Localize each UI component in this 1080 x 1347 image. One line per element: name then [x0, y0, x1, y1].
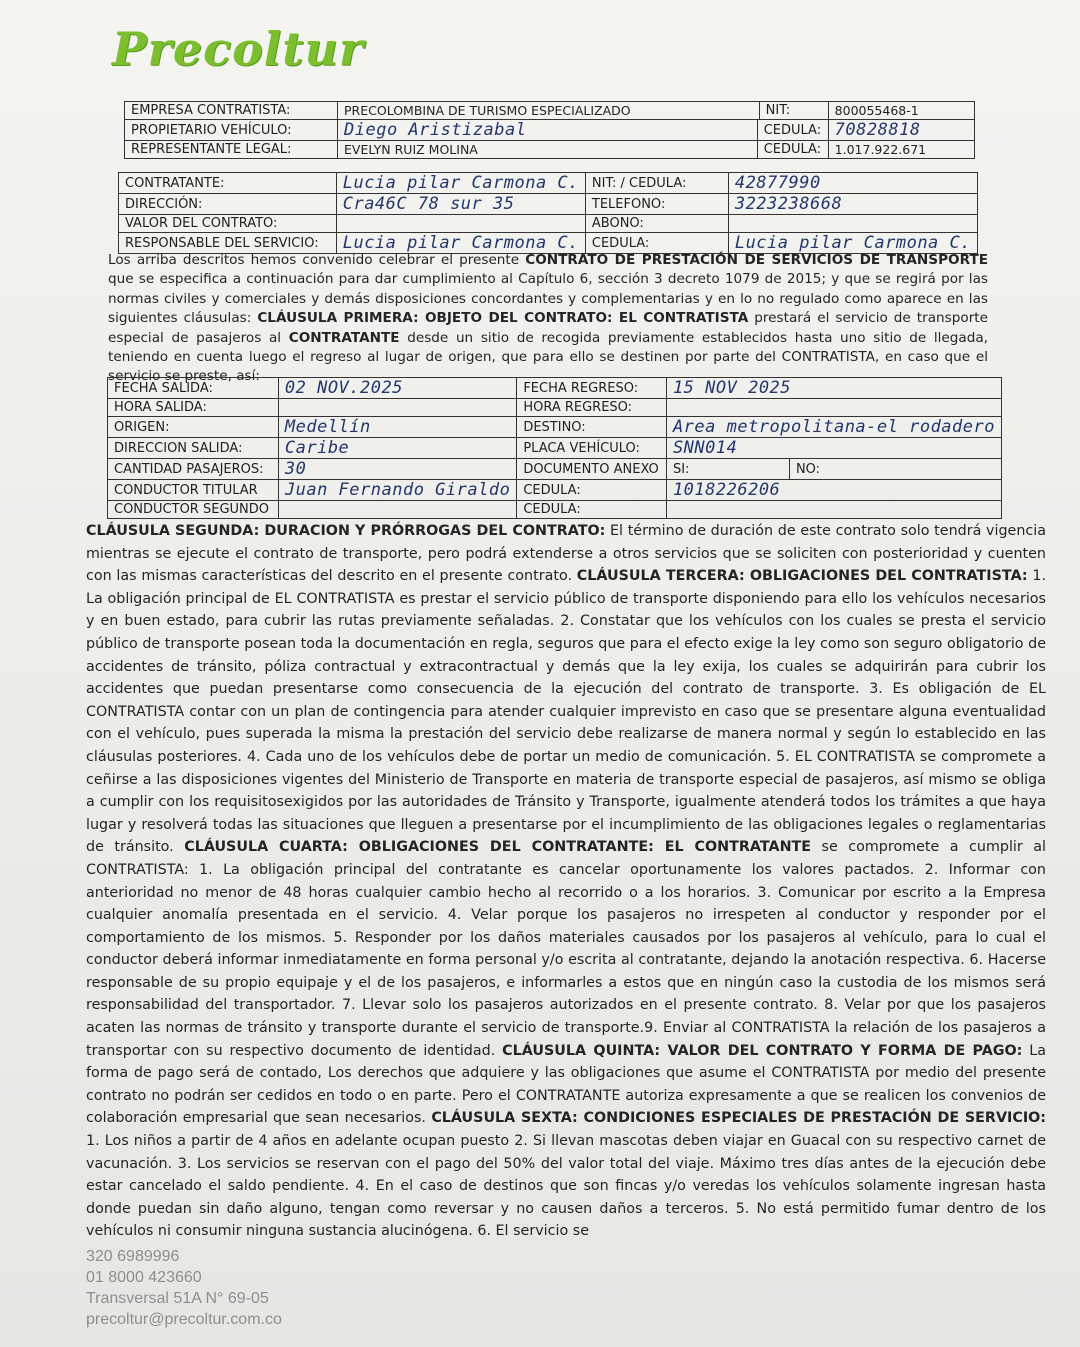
direccion-salida-value: Caribe [278, 438, 516, 459]
footer-address: Transversal 51A N° 69-05 [86, 1290, 269, 1307]
responsable-value: Lucia pilar Carmona C. [336, 233, 585, 254]
clausula-segunda-title: CLÁUSULA SEGUNDA: DURACION Y PRÓRROGAS DEL CONTRATO: [86, 523, 606, 539]
nit-label: NIT: [759, 102, 828, 120]
placa-label: PLACA VEHÍCULO: [517, 438, 667, 459]
trip-table [107, 377, 1002, 519]
footer-toll-free: 01 8000 423660 [86, 1269, 202, 1286]
table-row [108, 378, 1002, 399]
cedula-label: CEDULA: [757, 141, 828, 159]
fecha-salida-value: 02 NOV.2025 [278, 378, 516, 399]
placa-value: SNN014 [666, 438, 1001, 459]
valor-value [336, 215, 585, 233]
nit-cedula-label: NIT: / CEDULA: [585, 173, 728, 194]
footer-contact [86, 1246, 282, 1330]
cedula-label: CEDULA: [585, 233, 728, 254]
intro-p2: que se especifica a continuación para dar cumplimiento al Capítulo 6, sección 3 decreto 1079 de 2015; y que se regirá por las normas civiles y comerciales y demás disposiciones concordantes y complementarias y en lo no regulado como aparece en las siguientes cláusulas: [108, 271, 988, 327]
conductor-segundo-value [278, 501, 516, 519]
contratante-table [118, 172, 978, 254]
propietario-cedula: 70828818 [828, 120, 974, 141]
documento-label: DOCUMENTO ANEXO [517, 459, 667, 480]
clausula-sexta-text: 1. Los niños a partir de 4 años en adelante ocupan puesto 2. Si llevan mascotas deben viajar en Guacal con su respectivo carnet de vacunación. 3. Los servicios se reservan con el pago del 50% del valor total del viaje. Máximo tres días antes de la ejecución debe estar cancelado el saldo pendiente. 4. En el caso de destinos que son fincas y/o veredas los vehículos solamente ingresan hasta donde puedan sin daño alguno, tengan como reversar y no causen daños a terceros. 5. No está permitido fumar dentro de los vehículos ni consumir ninguna sustancia alucinógena. 6. El servicio se [86, 1133, 1046, 1240]
fecha-regreso-value: 15 NOV 2025 [666, 378, 1001, 399]
intro-text [108, 251, 988, 387]
table-row [108, 501, 1002, 519]
clausula-quinta-text: La forma de pago será de contado, Los derechos que adquiere y las obligaciones que asume el CONTRATISTA por medio del presente contrato no podrán ser cedidos en todo o en parte. Pero el CONTRATANTE autoriza expresamente a que se realicen los convenios de colaboración empresarial que sean necesarios. [86, 1042, 1047, 1127]
abono-value [728, 215, 977, 233]
telefono-label: TELEFONO: [585, 194, 728, 215]
conductor-titular-cedula: 1018226206 [666, 480, 1001, 501]
contratante-value: Lucia pilar Carmona C. [336, 173, 585, 194]
abono-label: ABONO: [585, 215, 728, 233]
table-row [108, 417, 1002, 438]
destino-label: DESTINO: [517, 417, 667, 438]
conductor-titular-label: CONDUCTOR TITULAR [108, 480, 279, 501]
table-row [108, 399, 1002, 417]
conductor-segundo-cedula [666, 501, 1001, 519]
origen-value: Medellín [278, 417, 516, 438]
clausula-cuarta-text: se compromete a cumplir al CONTRATISTA: 1. La obligación principal del contratante es cancelar oportunamente los valores pactados. 2. Informar con anterioridad no menor de 48 horas cualquier cambio hecho al recorrido o a los horarios. 3. Comunicar por escrito a la Empresa cualquier anomalía presentada en el servicio. 4. Velar porque los pasajeros no irrespeten al conductor y responder por el comportamiento de los mismos. 5. Responder por los daños materiales causados por los pasajeros al vehículo, para lo cual el conductor deberá informar inmediatamente en forma personal y/o escrita al contratante, dejando la anotación respectiva. 6. Hacerse responsable de su propio equipaje y el de los pasajeros, e informarles a estos que en ningún caso la custodia de los mismos será responsabilidad del transportador. 7. Llevar solo los pasajeros autorizados en el presente contrato. 8. Velar por que los pasajeros acaten las normas de tránsito y transporte durante el servicio de transporte.9. Enviar al CONTRATISTA la relación de los pasajeros a transportar con su respectivo documento de identidad. [86, 839, 1046, 1059]
intro-p1-bold: CONTRATO DE PRESTACIÓN DE SERVICIOS DE TRANSPORTE [525, 252, 989, 268]
responsable-label: RESPONSABLE DEL SERVICIO: [119, 233, 337, 254]
clausula-sexta-title: CLÁUSULA SEXTA: CONDICIONES ESPECIALES DE PRESTACIÓN DE SERVICIO: [431, 1110, 1047, 1127]
nit-value: 800055468-1 [828, 102, 974, 120]
direccion-salida-label: DIRECCION SALIDA: [108, 438, 279, 459]
propietario-label: PROPIETARIO VEHÍCULO: [125, 120, 338, 141]
hora-salida-label: HORA SALIDA: [108, 399, 279, 417]
propietario-value: Diego Aristizabal [338, 120, 758, 141]
clausula-segunda-text: El término de duración de este contrato solo tendrá vigencia mientras se ejecute el contrato de transporte, pero podrá extenderse a otros servicios que se soliciten con posterioridad y cuenten con las mismas características del descrito en el presente contrato. [86, 523, 1047, 585]
si-label: SI: [666, 459, 789, 480]
table-row [119, 194, 978, 215]
nit-cedula-value: 42877990 [728, 173, 977, 194]
clausula-primera-text-b: desde un sitio de recogida previamente establecidos hasta uno sitio de llegada, teniendo en cuenta luego el regreso al lugar de origen, que para ello se destinen por parte del CONTRATISTA, en caso que el servicio se preste, así: [108, 329, 989, 385]
conductor-titular-value: Juan Fernando Giraldo [278, 480, 516, 501]
cedula-value: Lucia pilar Carmona C. [728, 233, 977, 254]
cedula-label: CEDULA: [517, 501, 667, 519]
cedula-label: CEDULA: [757, 120, 828, 141]
clausula-quinta-title: CLÁUSULA QUINTA: VALOR DEL CONTRATO Y FORMA DE PAGO: [502, 1042, 1023, 1059]
representante-value: EVELYN RUIZ MOLINA [338, 141, 758, 159]
table-row [119, 215, 978, 233]
no-label: NO: [789, 459, 1001, 480]
hora-salida-value [278, 399, 516, 417]
clausula-tercera-title: CLÁUSULA TERCERA: OBLIGACIONES DEL CONTRATISTA: [576, 568, 1028, 585]
cantidad-label: CANTIDAD PASAJEROS: [108, 459, 279, 480]
clausula-primera-bold2: CONTRATANTE [288, 329, 400, 346]
cedula-label: CEDULA: [517, 480, 667, 501]
company-logo: Precoltur [112, 22, 365, 76]
table-row [119, 173, 978, 194]
direccion-value: Cra46C 78 sur 35 [336, 194, 585, 215]
origen-label: ORIGEN: [108, 417, 279, 438]
telefono-value: 3223238668 [728, 194, 977, 215]
table-row [108, 438, 1002, 459]
clausula-cuarta-title: CLÁUSULA CUARTA: OBLIGACIONES DEL CONTRATANTE: EL CONTRATANTE [184, 839, 812, 856]
company-table [124, 101, 975, 159]
representante-cedula: 1.017.922.671 [828, 141, 974, 159]
contratante-label: CONTRATANTE: [119, 173, 337, 194]
footer-phone: 320 6989996 [86, 1248, 180, 1265]
clauses-text [86, 520, 1046, 1243]
valor-label: VALOR DEL CONTRATO: [119, 215, 337, 233]
hora-regreso-value [666, 399, 1001, 417]
table-row [125, 102, 975, 120]
conductor-segundo-label: CONDUCTOR SEGUNDO [108, 501, 279, 519]
representante-label: REPRESENTANTE LEGAL: [125, 141, 338, 159]
direccion-label: DIRECCIÓN: [119, 194, 337, 215]
empresa-value: PRECOLOMBINA DE TURISMO ESPECIALIZADO [338, 102, 760, 120]
table-row [125, 120, 975, 141]
clausula-primera-text-a: prestará el servicio de transporte especial de pasajeros al [108, 310, 988, 346]
intro-p1: Los arriba descritos hemos convenido celebrar el presente [108, 252, 520, 268]
table-row [108, 480, 1002, 501]
clausula-tercera-text: 1. La obligación principal de EL CONTRATISTA es prestar el servicio público de transporte disponiendo para ello los vehículos necesarios y en buen estado, para cubrir las rutas previamente señaladas. 2. Constatar que los vehículos con los cuales se presta el servicio público de transporte posean toda la documentación en regla, seguros que para el efecto exige la ley como son seguro obligatorio de accidentes de tránsito, póliza contractual y extracontractual y demás que la ley exija, los cuales se adquirirán para cubrir los accidentes que puedan presentarse como consecuencia de la ejecución del contrato de transporte. 3. Es obligación de EL CONTRATISTA contar con un plan de contingencia para atender cualquier imprevisto en caso que se presentare alguna eventualidad con el vehículo, pues superada la misma la prestación del servicio debe realizarse de manera normal y según lo establecido en las cláusulas posteriores. 4. Cada uno de los vehículos debe de portar un medio de comunicación. 5. EL CONTRATISTA se compromete a ceñirse a las disposiciones vigentes del Ministerio de Transporte en materia de transporte especial de pasajeros, así mismo se obliga a cumplir con los requisitosexigidos por las autoridades de Tránsito y Transporte, igualmente atenderá todos los trámites a que haya lugar y resolverá todas las situaciones que lleguen a presentarse por el incumplimiento de las obligaciones legales o reglamentarias de tránsito. [86, 568, 1047, 856]
fecha-salida-label: FECHA SALIDA: [108, 378, 279, 399]
table-row [108, 459, 1002, 480]
footer-email[interactable]: precoltur@precoltur.com.co [86, 1311, 282, 1328]
cantidad-value: 30 [278, 459, 516, 480]
empresa-label: EMPRESA CONTRATISTA: [125, 102, 338, 120]
clausula-primera-title: CLÁUSULA PRIMERA: OBJETO DEL CONTRATO: EL CONTRATISTA [257, 310, 749, 327]
destino-value: Area metropolitana-el rodadero [666, 417, 1001, 438]
fecha-regreso-label: FECHA REGRESO: [517, 378, 667, 399]
hora-regreso-label: HORA REGRESO: [517, 399, 667, 417]
table-row [125, 141, 975, 159]
